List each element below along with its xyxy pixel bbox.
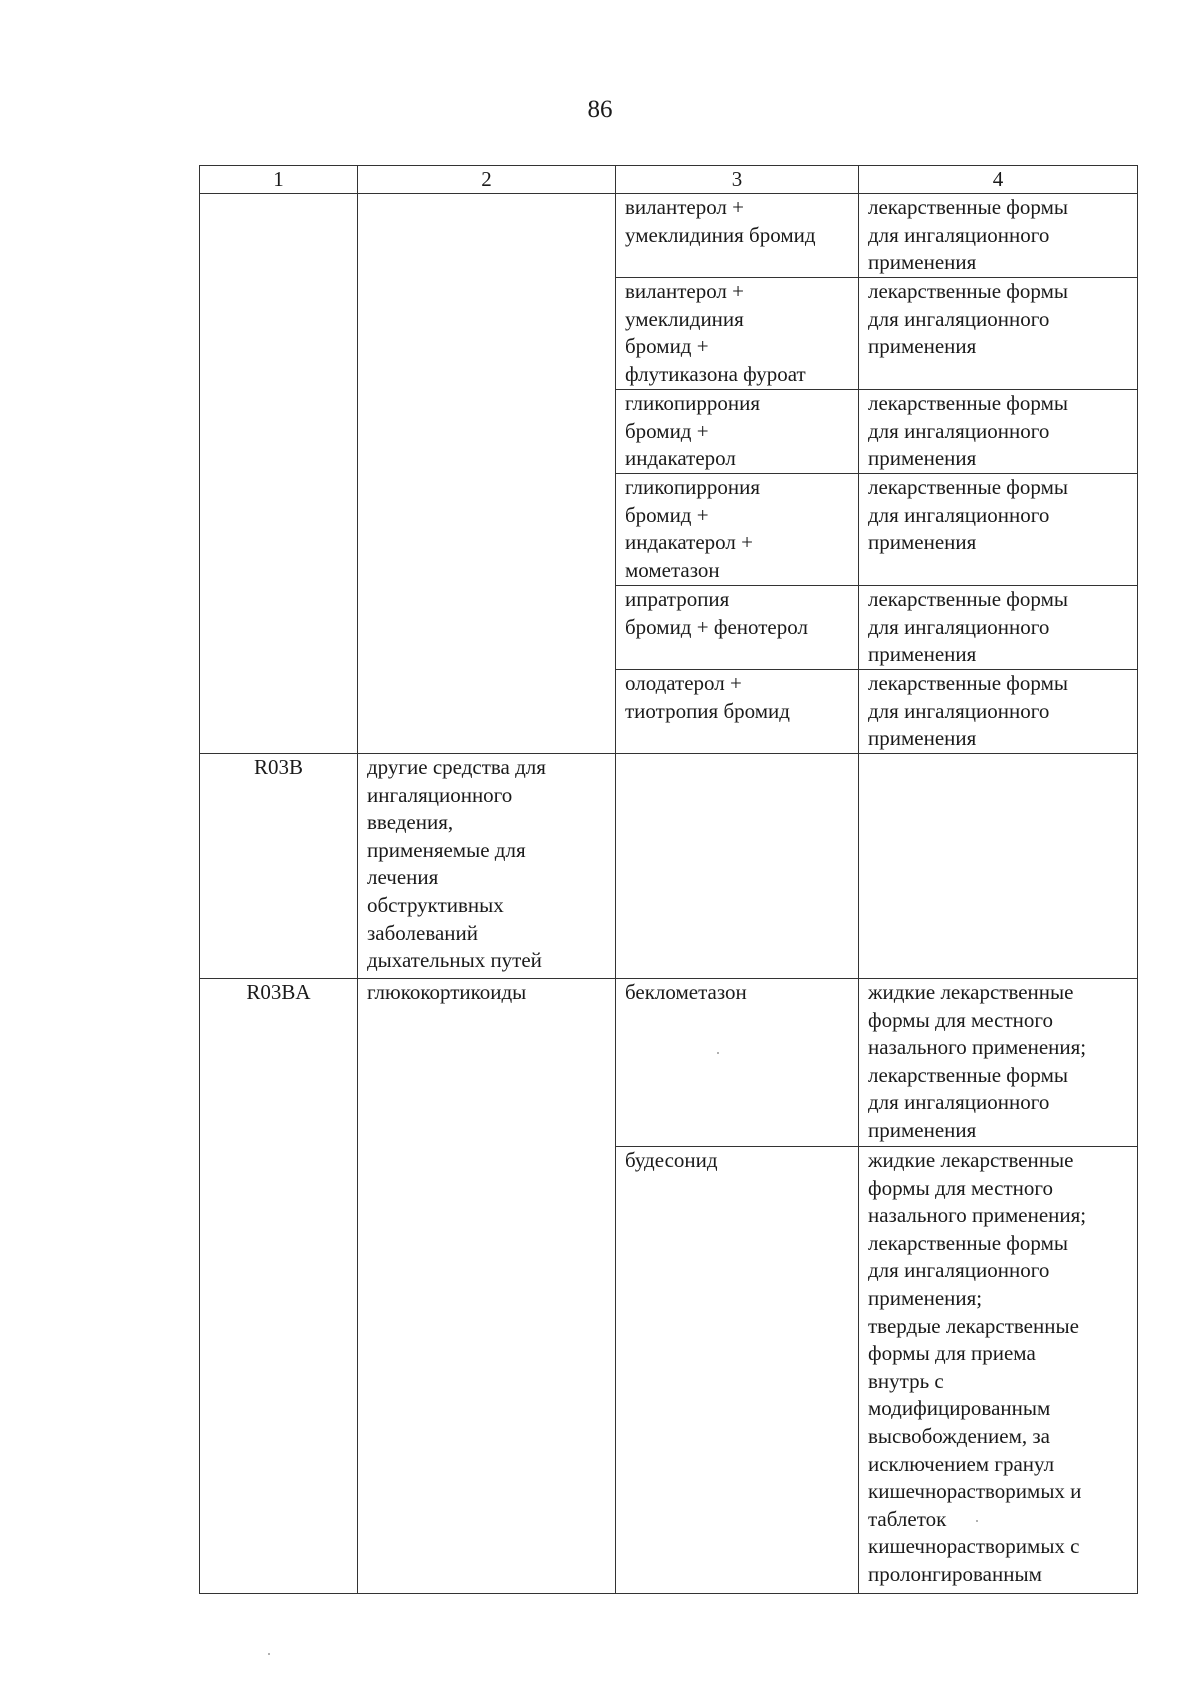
drug-cell — [616, 1147, 859, 1594]
form-line: назального применения; — [868, 1035, 1087, 1060]
form-line: модифицированным — [868, 1396, 1051, 1421]
drug-line: умеклидиния бромид — [625, 222, 816, 247]
drug-cell — [616, 194, 859, 278]
drug-line: бромид + — [625, 502, 709, 527]
dosage-form-cell — [859, 1147, 1138, 1594]
dosage-form-cell — [859, 979, 1138, 1147]
scan-speck — [268, 1653, 270, 1655]
form-line: для ингаляционного — [868, 306, 1050, 331]
form-line: кишечнорастворимых и — [868, 1479, 1082, 1504]
header-col-2: 2 — [358, 166, 616, 194]
dosage-form-cell — [859, 390, 1138, 474]
form-line: для ингаляционного — [868, 418, 1050, 443]
drug-line: флутиказона фуроат — [625, 361, 806, 386]
form-line: применения — [868, 334, 977, 359]
drug-cell — [616, 670, 859, 754]
drug-line: бромид + фенотерол — [625, 614, 808, 639]
drug-line: ипратропия — [625, 587, 730, 611]
scan-speck — [976, 1520, 978, 1522]
form-line: применения — [868, 1117, 977, 1142]
drug-line: индакатерол + — [625, 530, 753, 555]
form-line: применения — [868, 446, 977, 471]
drug-cell — [616, 474, 859, 586]
drug-line: будесонид — [625, 1148, 718, 1172]
form-line: лекарственные формы — [868, 1062, 1068, 1087]
drug-cell — [616, 754, 859, 979]
dosage-form-cell — [859, 194, 1138, 278]
dosage-form-cell — [859, 474, 1138, 586]
header-row — [200, 166, 1138, 194]
atc-code-cell — [200, 754, 358, 979]
form-line: для ингаляционного — [868, 1090, 1050, 1115]
drug-line: бромид + — [625, 334, 709, 359]
drug-line: вилантерол + — [625, 195, 744, 219]
form-line: лекарственные формы — [868, 475, 1068, 499]
group-name-line: дыхательных путей — [367, 948, 542, 973]
form-line: для ингаляционного — [868, 222, 1050, 247]
drug-line: вилантерол + — [625, 279, 744, 303]
group-name-line: другие средства для — [367, 755, 546, 779]
table-row — [200, 754, 1138, 979]
table-row — [200, 194, 1138, 278]
form-line: внутрь с — [868, 1368, 944, 1393]
group-name-line: введения, — [367, 810, 454, 835]
header-col-3: 3 — [616, 166, 859, 194]
form-line: формы для местного — [868, 1007, 1053, 1032]
drug-line: тиотропия бромид — [625, 698, 790, 723]
scan-speck — [717, 1052, 719, 1054]
form-line: лекарственные формы — [868, 1230, 1068, 1255]
form-line: лекарственные формы — [868, 587, 1068, 611]
form-line: для ингаляционного — [868, 1258, 1050, 1283]
group-name-line: обструктивных — [367, 892, 504, 917]
drug-cell — [616, 278, 859, 390]
dosage-form-cell — [859, 754, 1138, 979]
form-line: формы для приема — [868, 1341, 1036, 1366]
form-line: таблеток — [868, 1506, 947, 1531]
form-line: назального применения; — [868, 1203, 1087, 1228]
form-line: жидкие лекарственные — [868, 980, 1074, 1004]
form-line: исключением гранул — [868, 1451, 1055, 1476]
drug-line: бромид + — [625, 418, 709, 443]
form-line: лекарственные формы — [868, 279, 1068, 303]
drug-line: индакатерол — [625, 446, 736, 471]
form-line: высвобождением, за — [868, 1423, 1050, 1448]
group-name-line: заболеваний — [367, 920, 478, 945]
drug-line: олодатерол + — [625, 671, 742, 695]
page-number: 86 — [587, 96, 613, 123]
drug-cell — [616, 586, 859, 670]
table-row — [200, 979, 1138, 1147]
group-name-cell — [358, 754, 616, 979]
atc-code: R03BA — [246, 980, 311, 1004]
form-line: применения — [868, 726, 977, 751]
form-line: для ингаляционного — [868, 698, 1050, 723]
group-name-line: ингаляционного — [367, 782, 513, 807]
drug-line: беклометазон — [625, 980, 747, 1004]
form-line: лекарственные формы — [868, 671, 1068, 695]
group-name-line: лечения — [367, 865, 439, 890]
group-name-line: применяемые для — [367, 837, 526, 862]
drug-cell — [616, 979, 859, 1147]
drug-table — [199, 165, 1138, 1594]
drug-line: гликопиррония — [625, 475, 761, 499]
dosage-form-cell — [859, 670, 1138, 754]
dosage-form-cell — [859, 278, 1138, 390]
group-name-cell — [358, 979, 616, 1594]
form-line: применения; — [868, 1285, 983, 1310]
group-name-line: глюкокортикоиды — [367, 980, 527, 1004]
form-line: для ингаляционного — [868, 502, 1050, 527]
group-name-cell — [358, 194, 616, 754]
atc-code: R03B — [253, 755, 303, 779]
form-line: кишечнорастворимых с — [868, 1534, 1080, 1559]
form-line: жидкие лекарственные — [868, 1148, 1074, 1172]
dosage-form-cell — [859, 586, 1138, 670]
atc-code-cell — [200, 979, 358, 1594]
header-col-1: 1 — [200, 166, 358, 194]
drug-cell — [616, 390, 859, 474]
form-line: применения — [868, 250, 977, 275]
form-line: лекарственные формы — [868, 195, 1068, 219]
drug-line: гликопиррония — [625, 391, 761, 415]
form-line: применения — [868, 530, 977, 555]
form-line: твердые лекарственные — [868, 1313, 1079, 1338]
form-line: лекарственные формы — [868, 391, 1068, 415]
code-cell — [200, 194, 358, 754]
drug-line: умеклидиния — [625, 306, 744, 331]
form-line: для ингаляционного — [868, 614, 1050, 639]
form-line: пролонгированным — [868, 1561, 1042, 1586]
drug-line: мометазон — [625, 557, 720, 582]
form-line: формы для местного — [868, 1175, 1053, 1200]
header-col-4: 4 — [859, 166, 1138, 194]
form-line: применения — [868, 642, 977, 667]
